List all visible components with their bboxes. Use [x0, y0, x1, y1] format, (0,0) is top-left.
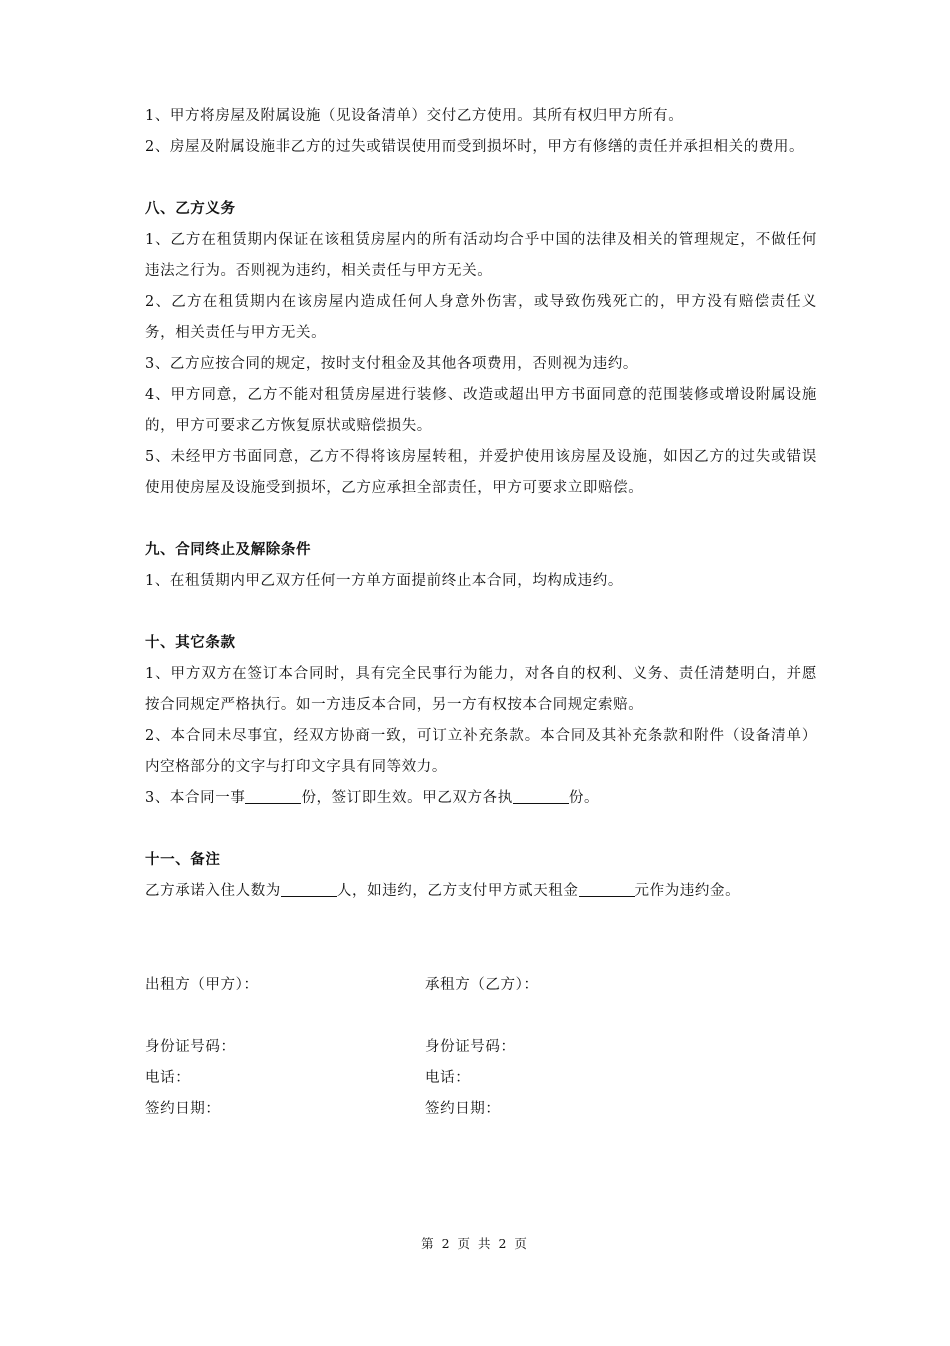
- penalty-amount-blank[interactable]: [579, 879, 635, 897]
- lessee-phone-label: 电话：: [425, 1070, 471, 1086]
- page-number-footer: 第 2 页 共 2 页: [421, 1236, 529, 1251]
- section8-item4: 4、甲方同意，乙方不能对租赁房屋进行装修、改造或超出甲方书面同意的范围装修或增设附属设施的，甲方可要求乙方恢复原状或赔偿损失。: [145, 387, 817, 434]
- copies-each-blank[interactable]: [513, 786, 569, 804]
- copies-total-blank[interactable]: [245, 786, 301, 804]
- lessee-id-label: 身份证号码：: [425, 1039, 516, 1055]
- lessee-date-label: 签约日期：: [425, 1101, 501, 1117]
- section11-text: [145, 876, 817, 907]
- section10-item2: 2、本合同未尽事宜，经双方协商一致，可订立补充条款。本合同及其补充条款和附件（设备清单）内空格部分的文字与打印文字具有同等效力。: [145, 728, 817, 775]
- section11-heading: 十一、备注: [145, 852, 221, 868]
- lessor-date-label: 签约日期：: [145, 1101, 221, 1117]
- section8-item2: 2、乙方在租赁期内在该房屋内造成任何人身意外伤害，或导致伤残死亡的，甲方没有赔偿责任义务，相关责任与甲方无关。: [145, 294, 817, 341]
- section9-item1: 1、在租赁期内甲乙双方任何一方单方面提前终止本合同，均构成违约。: [145, 573, 623, 589]
- section11-text-a: 乙方承诺入住人数为: [145, 883, 281, 899]
- section10-item3-b: 份，签订即生效。甲乙双方各执: [301, 790, 513, 806]
- section8-item5: 5、未经甲方书面同意，乙方不得将该房屋转租，并爱护使用该房屋及设施，如因乙方的过失或错误使用使房屋及设施受到损坏，乙方应承担全部责任，甲方可要求立即赔偿。: [145, 449, 817, 496]
- section10-item1: 1、甲方双方在签订本合同时，具有完全民事行为能力，对各自的权利、义务、责任清楚明白，并愿按合同规定严格执行。如一方违反本合同，另一方有权按本合同规定索赔。: [145, 666, 817, 713]
- lessor-label: 出租方（甲方）：: [145, 977, 259, 993]
- section7-item2: 2、房屋及附属设施非乙方的过失或错误使用而受到损坏时，甲方有修缮的责任并承担相关的费用。: [145, 139, 805, 155]
- lessor-id-label: 身份证号码：: [145, 1039, 236, 1055]
- section11-text-b: 人，如违约，乙方支付甲方贰天租金: [336, 883, 579, 899]
- section9-heading: 九、合同终止及解除条件: [145, 542, 312, 558]
- lessee-label: 承租方（乙方）：: [425, 977, 539, 993]
- section10-heading: 十、其它条款: [145, 635, 236, 651]
- section8-heading: 八、乙方义务: [145, 201, 236, 217]
- section10-item3-c: 份。: [568, 790, 600, 806]
- occupants-blank[interactable]: [281, 879, 337, 897]
- contract-body: [145, 101, 817, 907]
- section8-item1: 1、乙方在租赁期内保证在该租赁房屋内的所有活动均合乎中国的法律及相关的管理规定，不做任何违法之行为。否则视为违约，相关责任与甲方无关。: [145, 232, 817, 279]
- section8-item3: 3、乙方应按合同的规定，按时支付租金及其他各项费用，否则视为违约。: [145, 356, 639, 372]
- section10-item3: [145, 783, 817, 814]
- section7-item1: 1、甲方将房屋及附属设施（见设备清单）交付乙方使用。其所有权归甲方所有。: [145, 108, 684, 124]
- section10-item3-a: 3、本合同一事: [145, 790, 246, 806]
- lessor-phone-label: 电话：: [145, 1070, 191, 1086]
- section11-text-c: 元作为违约金。: [634, 883, 741, 899]
- signature-block: [145, 970, 817, 1125]
